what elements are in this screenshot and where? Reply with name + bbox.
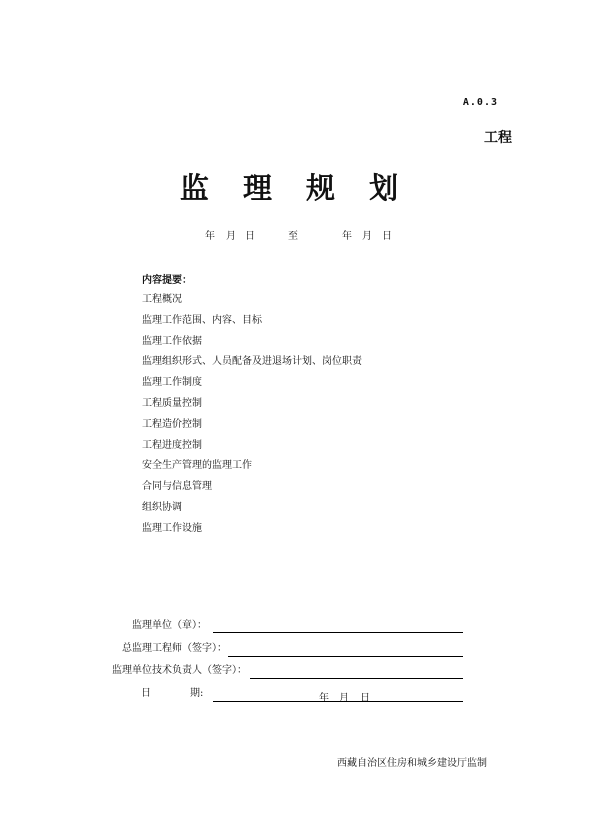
- list-item: 安全生产管理的监理工作: [142, 460, 252, 472]
- list-item: 工程概况: [142, 294, 182, 305]
- date-label-ri: 日: [141, 688, 151, 699]
- list-item: 监理工作范围、内容、目标: [142, 314, 262, 326]
- list-item: 监理工作设施: [142, 522, 202, 534]
- end-month-label: 月: [362, 231, 373, 242]
- start-year-label: 年: [205, 231, 216, 242]
- supervision-unit-label: 监理单位（章）：: [132, 620, 207, 631]
- start-month-label: 月: [226, 231, 237, 242]
- tech-lead-line: [250, 678, 463, 679]
- list-item: 工程造价控制: [142, 418, 202, 430]
- footer-issuer: 西藏自治区住房和城乡建设厅监制: [337, 758, 487, 769]
- to-label: 至: [288, 231, 299, 242]
- contents-list: [142, 293, 362, 543]
- end-year-label: 年: [342, 231, 353, 242]
- form-code: A.0.3: [462, 97, 498, 108]
- summary-heading: 内容提要：: [142, 275, 192, 286]
- tech-lead-label: 监理单位技术负责人（签字）：: [112, 665, 247, 676]
- end-day-label: 日: [382, 231, 393, 242]
- sign-month-label: 月: [339, 693, 349, 704]
- project-label: 工程: [484, 130, 512, 146]
- list-item: 监理组织形式、人员配备及进退场计划、岗位职责: [142, 356, 362, 368]
- date-line: [213, 701, 463, 702]
- start-day-label: 日: [245, 231, 256, 242]
- list-item: 合同与信息管理: [142, 481, 212, 493]
- chief-engineer-label: 总监理工程师（签字）：: [122, 643, 227, 654]
- date-label-qi: 期:: [190, 688, 204, 699]
- list-item: 工程质量控制: [142, 397, 202, 409]
- document-title: 监 理 规 划: [179, 171, 411, 205]
- list-item: 组织协调: [142, 501, 182, 513]
- sign-year-label: 年: [319, 693, 329, 704]
- chief-engineer-line: [228, 656, 463, 657]
- sign-day-label: 日: [360, 693, 370, 704]
- list-item: 工程进度控制: [142, 439, 202, 451]
- supervision-unit-line: [213, 632, 463, 633]
- list-item: 监理工作制度: [142, 377, 202, 389]
- list-item: 监理工作依据: [142, 335, 202, 347]
